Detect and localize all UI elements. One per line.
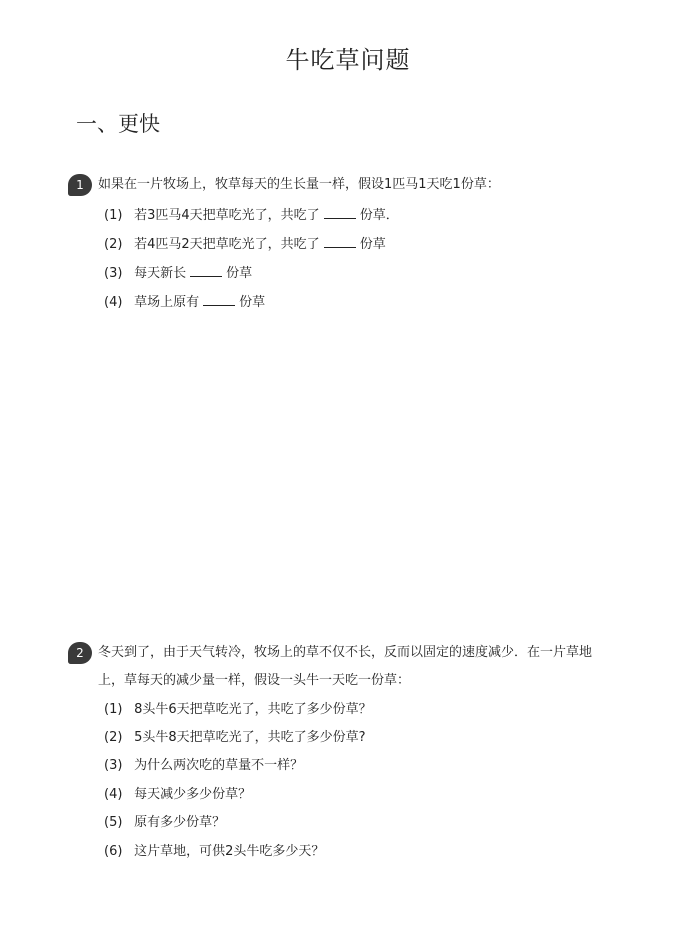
sub-question-text: 为什么两次吃的草量不一样？ — [134, 758, 304, 773]
sub-question — [104, 206, 399, 225]
answer-blank[interactable] — [203, 293, 235, 306]
sub-question-unit: 份草 — [226, 266, 253, 281]
sub-question — [104, 701, 372, 719]
sub-question-number: (2) — [104, 730, 123, 745]
sub-question — [104, 293, 265, 312]
sub-question-text: 8头牛6天把草吃光了，共吃了多少份草？ — [134, 702, 372, 717]
sub-question — [104, 235, 386, 254]
answer-blank[interactable] — [190, 264, 222, 277]
sub-question-text: 这片草地，可供2头牛吃多少天？ — [134, 844, 325, 859]
sub-question-number: (1) — [104, 208, 123, 223]
sub-question-number: (1) — [104, 702, 123, 717]
page-title: 牛吃草问题 — [285, 46, 411, 74]
sub-question-text: 若4匹马2天把草吃光了，共吃了 — [134, 237, 320, 252]
sub-question-number: (3) — [104, 266, 123, 281]
question-stem-continued: 上，草每天的减少量一样，假设一头牛一天吃一份草： — [98, 673, 411, 688]
sub-question-text: 草场上原有 — [134, 295, 200, 310]
question-number-badge: 2 — [68, 642, 92, 664]
sub-question-number: (5) — [104, 815, 123, 830]
question-number-badge: 1 — [68, 174, 92, 196]
sub-question-unit: 份草 — [239, 295, 266, 310]
sub-question — [104, 786, 251, 804]
sub-question-unit: 份草． — [359, 208, 399, 223]
answer-blank[interactable] — [324, 235, 356, 248]
sub-question-number: (4) — [104, 787, 123, 802]
section-heading: 一、更快 — [76, 112, 160, 136]
sub-question-number: (6) — [104, 844, 123, 859]
question-stem: 冬天到了，由于天气转冷，牧场上的草不仅不长，反而以固定的速度减少．在一片草地 — [98, 645, 593, 660]
sub-question-text: 每天减少多少份草？ — [134, 787, 252, 802]
sub-question-unit: 份草 — [359, 237, 386, 252]
sub-question-text: 每天新长 — [134, 266, 187, 281]
sub-question-number: (4) — [104, 295, 123, 310]
answer-blank[interactable] — [324, 206, 356, 219]
sub-question-number: (3) — [104, 758, 123, 773]
sub-question — [104, 843, 324, 861]
sub-question-number: (2) — [104, 237, 123, 252]
sub-question-text: 5头牛8天把草吃光了，共吃了多少份草? — [134, 730, 366, 745]
sub-question-text: 原有多少份草？ — [134, 815, 226, 830]
question-stem: 如果在一片牧场上，牧草每天的生长量一样，假设1匹马1天吃1份草： — [98, 177, 500, 192]
sub-question — [104, 264, 252, 283]
sub-question — [104, 814, 225, 832]
sub-question-text: 若3匹马4天把草吃光了，共吃了 — [134, 208, 320, 223]
sub-question — [104, 729, 366, 747]
sub-question — [104, 757, 303, 775]
